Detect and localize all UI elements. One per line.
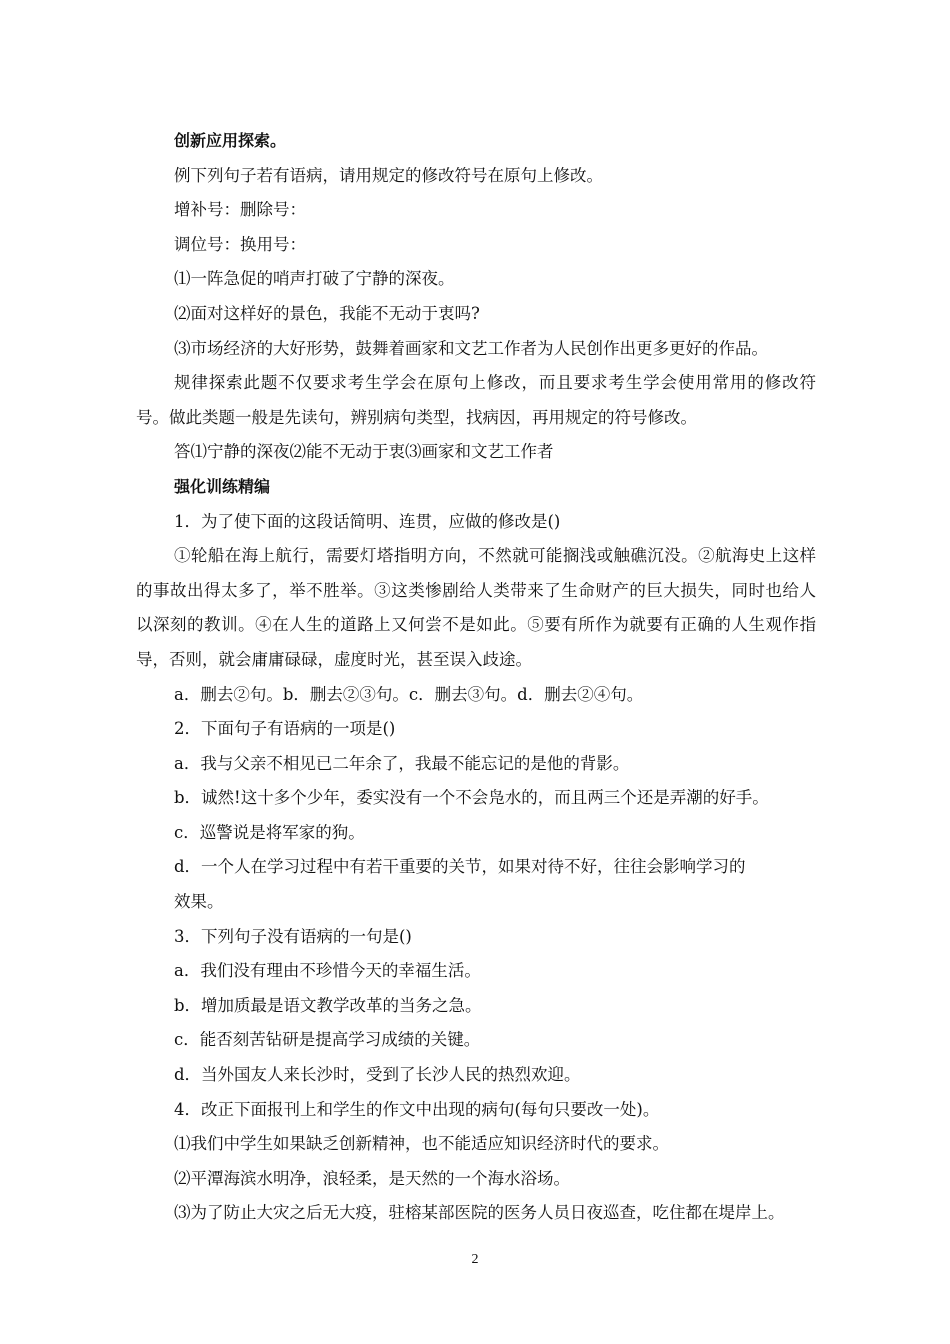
text-line: ⑴我们中学生如果缺乏创新精神，也不能适应知识经济时代的要求。 bbox=[174, 1134, 669, 1154]
text-line: 3．下列句子没有语病的一句是() bbox=[174, 926, 412, 946]
text-line: ⑵面对这样好的景色，我能不无动于衷吗? bbox=[174, 303, 480, 323]
text-line: b．诚然!这十多个少年，委实没有一个不会凫水的，而且两三个还是弄潮的好手。 bbox=[174, 788, 769, 808]
text-line: a．我们没有理由不珍惜今天的幸福生活。 bbox=[174, 961, 481, 981]
text-line: 答⑴宁静的深夜⑵能不无动于衷⑶画家和文艺工作者 bbox=[174, 442, 554, 462]
text-line: c．巡警说是将军家的狗。 bbox=[174, 822, 365, 842]
text-line: ⑶市场经济的大好形势，鼓舞着画家和文艺工作者为人民创作出更多更好的作品。 bbox=[174, 338, 768, 358]
text-line: 调位号：换用号： bbox=[174, 234, 306, 254]
text-line: 导，否则，就会庸庸碌碌，虚度时光，甚至误入歧途。 bbox=[136, 649, 532, 669]
text-line: b．增加质最是语文教学改革的当务之急。 bbox=[174, 995, 482, 1015]
text-line: 2．下面句子有语病的一项是() bbox=[174, 719, 396, 739]
text-line: c．能否刻苦钻研是提高学习成绩的关键。 bbox=[174, 1030, 481, 1050]
text-line: 的事故出得太多了，举不胜举。③这类惨剧给人类带来了生命财产的巨大损失，同时也给人 bbox=[136, 580, 816, 600]
text-line: d．一个人在学习过程中有若干重要的关节，如果对待不好，往往会影响学习的 bbox=[174, 857, 746, 877]
text-line: 效果。 bbox=[174, 892, 224, 912]
text-line: 4．改正下面报刊上和学生的作文中出现的病句(每句只要改一处)。 bbox=[174, 1099, 660, 1119]
section-heading: 强化训练精编 bbox=[174, 476, 271, 496]
page-number: 2 bbox=[471, 1252, 479, 1267]
text-line: ⑴一阵急促的哨声打破了宁静的深夜。 bbox=[174, 269, 455, 289]
document-body bbox=[136, 124, 816, 1231]
text-line: ⑵平潭海滨水明净，浪轻柔，是天然的一个海水浴场。 bbox=[174, 1168, 570, 1188]
section-heading: 创新应用探索。 bbox=[174, 131, 287, 150]
text-line: ①轮船在海上航行，需要灯塔指明方向，不然就可能搁浅或触礁沉没。②航海史上这样 bbox=[174, 546, 816, 566]
text-line: ⑶为了防止大灾之后无大疫，驻榕某部医院的医务人员日夜巡查，吃住都在堤岸上。 bbox=[174, 1203, 785, 1223]
text-line: a．删去②句。b．删去②③句。c．删去③句。d．删去②④句。 bbox=[174, 684, 644, 704]
text-line: 规律探索此题不仅要求考生学会在原句上修改，而且要求考生学会使用常用的修改符 bbox=[174, 373, 816, 393]
text-line: 号。做此类题一般是先读句，辨别病句类型，找病因，再用规定的符号修改。 bbox=[136, 407, 697, 427]
text-line: 以深刻的教训。④在人生的道路上又何尝不是如此。⑤要有所作为就要有正确的人生观作指 bbox=[136, 615, 816, 635]
text-line: 1．为了使下面的这段话简明、连贯，应做的修改是() bbox=[174, 511, 561, 531]
text-line: a．我与父亲不相见已二年余了，我最不能忘记的是他的背影。 bbox=[174, 753, 630, 773]
text-line: 例下列句子若有语病，请用规定的修改符号在原句上修改。 bbox=[174, 165, 603, 185]
text-line: 增补号：删除号： bbox=[174, 200, 306, 220]
text-line: d．当外国友人来长沙时，受到了长沙人民的热烈欢迎。 bbox=[174, 1065, 581, 1085]
